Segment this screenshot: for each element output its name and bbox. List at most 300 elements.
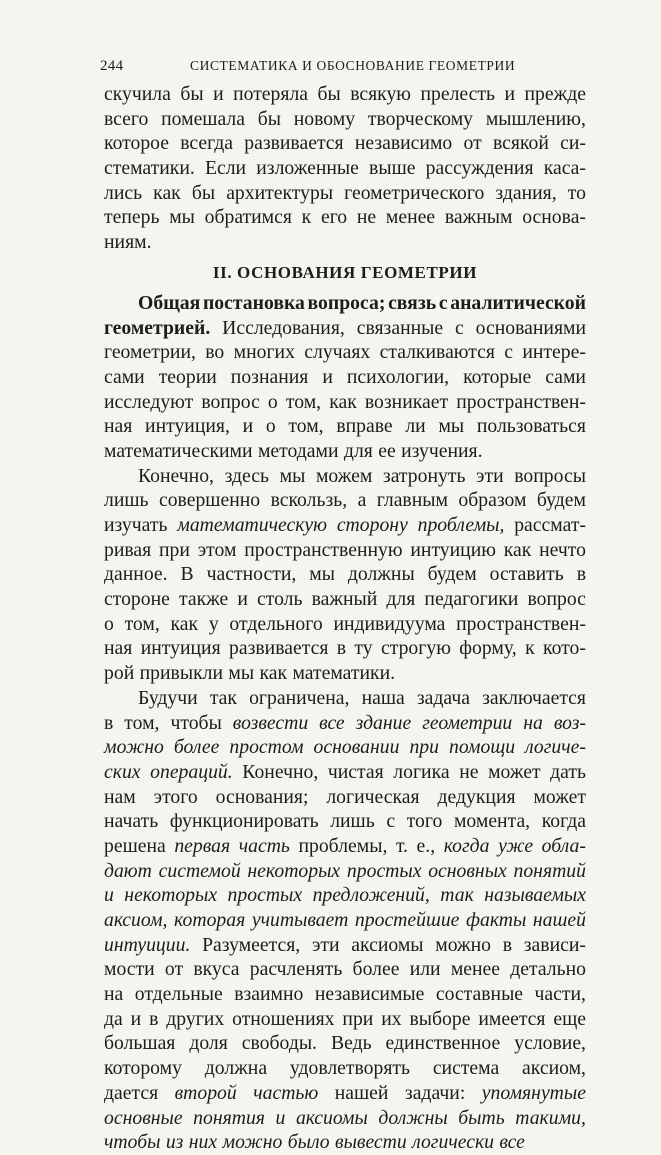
word: Конечно, [242, 760, 319, 783]
word: бы [191, 181, 216, 204]
word: может [488, 760, 541, 783]
word: пространствен- [456, 390, 586, 413]
word: прежде [524, 83, 586, 105]
word: будем [536, 489, 586, 512]
text-line [104, 562, 586, 587]
word: с [386, 810, 396, 833]
word: как [259, 662, 288, 685]
word: детально [510, 958, 586, 981]
word: пользоваться [476, 415, 586, 438]
word: не [356, 206, 377, 229]
word: имеется [478, 1007, 546, 1030]
italic-word: воз- [553, 711, 586, 734]
italic-word: и [104, 884, 114, 907]
text-line [104, 316, 586, 341]
italic-word: системой [158, 859, 241, 882]
word: выше [369, 157, 416, 180]
word: интуиция [140, 637, 221, 660]
italic-word: здание [355, 711, 412, 734]
word: о [265, 415, 276, 438]
word: связанные [356, 316, 444, 339]
word: также [179, 588, 229, 611]
word: можно [435, 933, 492, 956]
word: которому [104, 1057, 182, 1080]
italic-word: понятий [513, 859, 586, 882]
italic-word: операций. [150, 760, 233, 783]
word: интере- [522, 341, 586, 364]
word: рассуждения [425, 157, 534, 180]
word: в [576, 563, 586, 586]
word: ниям. [104, 231, 152, 254]
word: логика [393, 760, 450, 783]
italic-word: них [188, 1131, 218, 1154]
word: доля [189, 1032, 228, 1055]
italic-word: некоторых [124, 884, 218, 907]
word: скучила [104, 83, 171, 105]
word: функционировать [169, 810, 319, 833]
word: их [381, 1007, 402, 1030]
word: архитектуры [226, 181, 334, 204]
word: оставить [489, 563, 564, 586]
bold-word: с [438, 291, 448, 314]
paragraph [104, 686, 586, 1155]
word: еще [553, 1007, 586, 1030]
text-line [104, 156, 586, 181]
word: должна [204, 1057, 268, 1080]
word: рассмат- [514, 514, 586, 536]
word: данное. [104, 563, 168, 586]
word: отношениях [232, 1007, 335, 1030]
bold-word: аналитической [450, 291, 586, 314]
italic-word: логически [412, 1131, 494, 1154]
word: в [149, 1007, 159, 1030]
italic-word: учитывает [251, 909, 349, 931]
word: ограничена, [249, 686, 350, 709]
italic-word: которая [174, 909, 246, 931]
text-line [104, 414, 586, 439]
italic-word: при [409, 736, 439, 759]
page-number: 244 [100, 58, 124, 74]
text-line [104, 82, 586, 107]
word: здания, [495, 181, 557, 204]
text-line [104, 908, 586, 933]
italic-word: основных [428, 859, 507, 882]
word: дается [104, 1081, 159, 1104]
word: случаях [304, 341, 371, 364]
italic-word: аксиом, [104, 909, 168, 931]
italic-word: такими, [515, 1106, 586, 1129]
word: единственное [385, 1032, 501, 1055]
text-line [104, 291, 586, 316]
section-heading: II. ОСНОВАНИЯ ГЕОМЕТРИИ [212, 262, 478, 282]
word: задачи: [404, 1081, 466, 1104]
italic-word: аксиомы [295, 1106, 368, 1129]
word: том, [124, 612, 160, 635]
paragraph [104, 82, 586, 255]
text-line [104, 1031, 586, 1056]
italic-word: нашей [532, 909, 586, 931]
text-line [104, 933, 586, 958]
text-line [104, 390, 586, 415]
word: психологии, [346, 365, 450, 388]
word: всего [104, 107, 149, 130]
word: главным [376, 489, 448, 512]
word: вопрос [527, 588, 586, 611]
word: вопросы [514, 464, 586, 487]
word: того [406, 810, 443, 833]
word: изучения. [401, 439, 483, 462]
italic-word: простых [346, 859, 422, 882]
word: его [320, 206, 348, 229]
word: помешала [161, 107, 245, 130]
paragraph [104, 291, 586, 464]
word: и [237, 588, 248, 611]
word: теперь [104, 206, 160, 229]
word: при [342, 1007, 374, 1030]
word: о [104, 612, 114, 635]
word: важным [444, 206, 513, 229]
word: прелесть [420, 83, 495, 105]
word: для [343, 439, 373, 462]
word: том, [285, 390, 322, 413]
word: отдельного [229, 612, 323, 635]
word: решена [104, 834, 166, 857]
word: или [409, 958, 441, 981]
italic-word: обла- [541, 834, 586, 857]
word: нечто [539, 538, 586, 561]
word: интуиция, [145, 415, 230, 438]
italic-word: можно [104, 736, 164, 759]
word: и [242, 415, 254, 438]
word: привыкли [139, 662, 223, 685]
italic-word: математическую [177, 514, 328, 536]
italic-word: когда [443, 834, 490, 857]
word: Будучи [138, 686, 198, 709]
word: которое [104, 132, 170, 155]
page-header [100, 58, 585, 76]
word: на [104, 983, 124, 1006]
word: мышлению, [485, 107, 586, 130]
word: свободы. [241, 1032, 317, 1055]
text-line [104, 1106, 586, 1131]
word: задача [416, 686, 470, 709]
word: ли [405, 415, 426, 438]
word: мы [169, 206, 195, 229]
word: сами [104, 365, 145, 388]
word: основаниями [475, 316, 586, 339]
word: во [205, 341, 225, 364]
word: момента, [453, 810, 531, 833]
word: каса- [543, 157, 586, 180]
word: столь [257, 588, 303, 611]
word: и [504, 83, 515, 105]
text-line [104, 957, 586, 982]
word: математическими [104, 439, 253, 462]
word: развивается [229, 637, 329, 660]
word: строгую [381, 637, 451, 660]
word: менее [450, 958, 501, 981]
text-line [104, 612, 586, 637]
word: части, [534, 983, 586, 1006]
word: методами [257, 439, 339, 462]
text-line [104, 735, 586, 760]
word: от [463, 132, 482, 155]
italic-word: более [173, 736, 220, 759]
word: индивидуума [333, 612, 446, 635]
word: составные [435, 983, 524, 1006]
text-line [104, 1130, 586, 1155]
word: отдельные [134, 983, 223, 1006]
word: основа- [522, 206, 586, 229]
word: о [267, 390, 278, 413]
word: бы [317, 83, 341, 105]
word: мости [104, 958, 155, 981]
word: в [104, 711, 114, 734]
word: пространственную [244, 538, 403, 561]
word: ее [378, 439, 396, 462]
italic-word: первая [174, 834, 231, 857]
italic-word: уже [498, 834, 534, 857]
bold-word: геометрией. [104, 316, 211, 339]
word: творческому [367, 107, 474, 130]
word: форму, [459, 637, 517, 660]
word: затронуть [382, 464, 466, 487]
word: т. [395, 834, 408, 857]
word: стематики. [104, 157, 195, 180]
word: ная [104, 415, 133, 438]
word: мы [438, 415, 465, 438]
word: Ведь [330, 1032, 372, 1055]
word: и [130, 1007, 142, 1030]
word: сталкиваются [379, 341, 495, 364]
word: других [166, 1007, 225, 1030]
word: независимые [314, 983, 425, 1006]
italic-word: возвести [232, 711, 309, 734]
word: обратимся [204, 206, 292, 229]
word: вопрос [201, 390, 260, 413]
word: условие, [514, 1032, 586, 1055]
word: вкуса [193, 958, 240, 981]
bold-word: Общая [138, 291, 201, 314]
word: взаимно [234, 983, 304, 1006]
word: основания; [215, 785, 309, 808]
word: этого [153, 785, 198, 808]
word: к [301, 206, 312, 229]
word: которые [463, 365, 532, 388]
word: важный [311, 588, 378, 611]
word: лись [104, 181, 143, 204]
text-line [104, 131, 586, 156]
word: дедукция [437, 785, 516, 808]
text-line [104, 365, 586, 390]
word: стороне [104, 588, 170, 611]
word: возникает [364, 390, 449, 413]
text-line [104, 636, 586, 661]
word: и [213, 83, 224, 105]
bold-word: постановка [202, 291, 305, 314]
italic-word: сторону [336, 514, 408, 536]
word: к [525, 637, 535, 660]
text-line [104, 587, 586, 612]
text-line [104, 686, 586, 711]
word: независимо [354, 132, 453, 155]
word: здесь [224, 464, 269, 487]
italic-word: предложений, [312, 884, 430, 907]
text-line [104, 785, 586, 810]
word: педагогики [424, 588, 519, 611]
word: дать [550, 760, 586, 783]
text-line [104, 513, 586, 538]
word: а [357, 489, 367, 512]
word: вскользь, [270, 489, 348, 512]
word: для [386, 588, 416, 611]
word: частности, [206, 563, 297, 586]
text-line [104, 181, 586, 206]
word: нам [104, 785, 136, 808]
word: мы [309, 563, 335, 586]
text-line [104, 230, 586, 255]
word: мы [279, 464, 306, 487]
word: большая [104, 1032, 176, 1055]
italic-word: вывести [335, 1131, 407, 1154]
text-line [104, 661, 586, 686]
word: эти [476, 464, 504, 487]
word: си- [560, 132, 586, 155]
word: сами [545, 365, 586, 388]
word: развивается [244, 132, 344, 155]
word: пространствен- [456, 612, 586, 635]
word: начать [104, 810, 159, 833]
word: так [209, 686, 237, 709]
text-line [104, 340, 586, 365]
italic-word: дают [104, 859, 152, 882]
bold-word: связь [388, 291, 437, 314]
italic-word: все [319, 711, 345, 734]
paragraph [104, 464, 586, 686]
italic-word: быть [458, 1106, 505, 1129]
italic-word: помощи [448, 736, 516, 759]
word: наша [361, 686, 405, 709]
italic-word: ских [104, 760, 141, 783]
word: проблемы, [298, 834, 388, 857]
word: е., [416, 834, 436, 857]
word: рой [104, 662, 135, 685]
word: у [208, 612, 219, 635]
word: математики. [292, 662, 396, 685]
word: когда [541, 810, 586, 833]
word: бы [180, 83, 204, 105]
word: этом [197, 538, 237, 561]
word: ту [354, 637, 373, 660]
italic-word: основании [313, 736, 400, 759]
italic-word: простейшие [354, 909, 460, 931]
word: зависи- [523, 933, 586, 956]
word: В [180, 563, 194, 586]
word: с [504, 341, 513, 364]
word: геометрии, [104, 341, 196, 364]
word: ривая [104, 538, 152, 561]
italic-word: простом [229, 736, 304, 759]
word: образом [458, 489, 527, 512]
text-line [104, 809, 586, 834]
italic-word: на [523, 711, 543, 734]
word: будем [427, 563, 477, 586]
word: чтобы [170, 711, 222, 734]
word: исследуют [104, 390, 194, 413]
word: в [502, 933, 513, 956]
italic-word: проблемы, [417, 514, 505, 536]
italic-word: можно [222, 1131, 283, 1154]
italic-word: называемых [484, 884, 586, 907]
text-line [104, 760, 586, 785]
word: Конечно, [138, 464, 214, 487]
text-line [104, 711, 586, 736]
word: логическая [326, 785, 420, 808]
word: бы [257, 107, 281, 130]
word: чистая [327, 760, 384, 783]
word: не [459, 760, 479, 783]
italic-word: некоторых [247, 859, 341, 882]
text-line [104, 538, 586, 563]
word: заключается [482, 686, 586, 709]
text-line [104, 1007, 586, 1032]
italic-word: второй [174, 1081, 237, 1104]
word: лишь [104, 489, 149, 512]
word: должны [347, 563, 415, 586]
word: выборе [409, 1007, 471, 1030]
word: эти [311, 933, 340, 956]
italic-word: из [165, 1131, 184, 1154]
word: ная [104, 637, 133, 660]
word: теории [158, 365, 217, 388]
text-line [104, 834, 586, 859]
bold-word: вопроса; [307, 291, 386, 314]
word: как [170, 612, 199, 635]
text-line [104, 1056, 586, 1081]
word: Разумеется, [202, 933, 301, 956]
italic-word: факты [466, 909, 527, 931]
word: и [322, 365, 333, 388]
text-line [104, 205, 586, 230]
word: как [153, 181, 181, 204]
word: вправе [336, 415, 393, 438]
word: том, [288, 415, 324, 438]
text-line [104, 859, 586, 884]
word: менее [385, 206, 436, 229]
italic-word: логиче- [525, 736, 586, 759]
word: как [329, 390, 357, 413]
word: как [503, 538, 532, 561]
word: более [352, 958, 400, 981]
word: система [432, 1057, 500, 1080]
word: да [104, 1007, 123, 1030]
word: изучать [104, 514, 168, 536]
italic-word: должны [378, 1106, 448, 1129]
word: лишь [330, 810, 375, 833]
word: кото- [543, 637, 586, 660]
italic-word: интуиции. [104, 933, 191, 956]
word: с [455, 316, 464, 339]
word: удовлетворять [289, 1057, 411, 1080]
word: потеряла [233, 83, 309, 105]
word: Исследования, [222, 316, 345, 339]
word: совершенно [158, 489, 261, 512]
italic-word: все [499, 1131, 525, 1154]
italic-word: основные [104, 1106, 183, 1129]
word: изложенные [256, 157, 359, 180]
word: то [567, 181, 586, 204]
word: познания [230, 365, 309, 388]
